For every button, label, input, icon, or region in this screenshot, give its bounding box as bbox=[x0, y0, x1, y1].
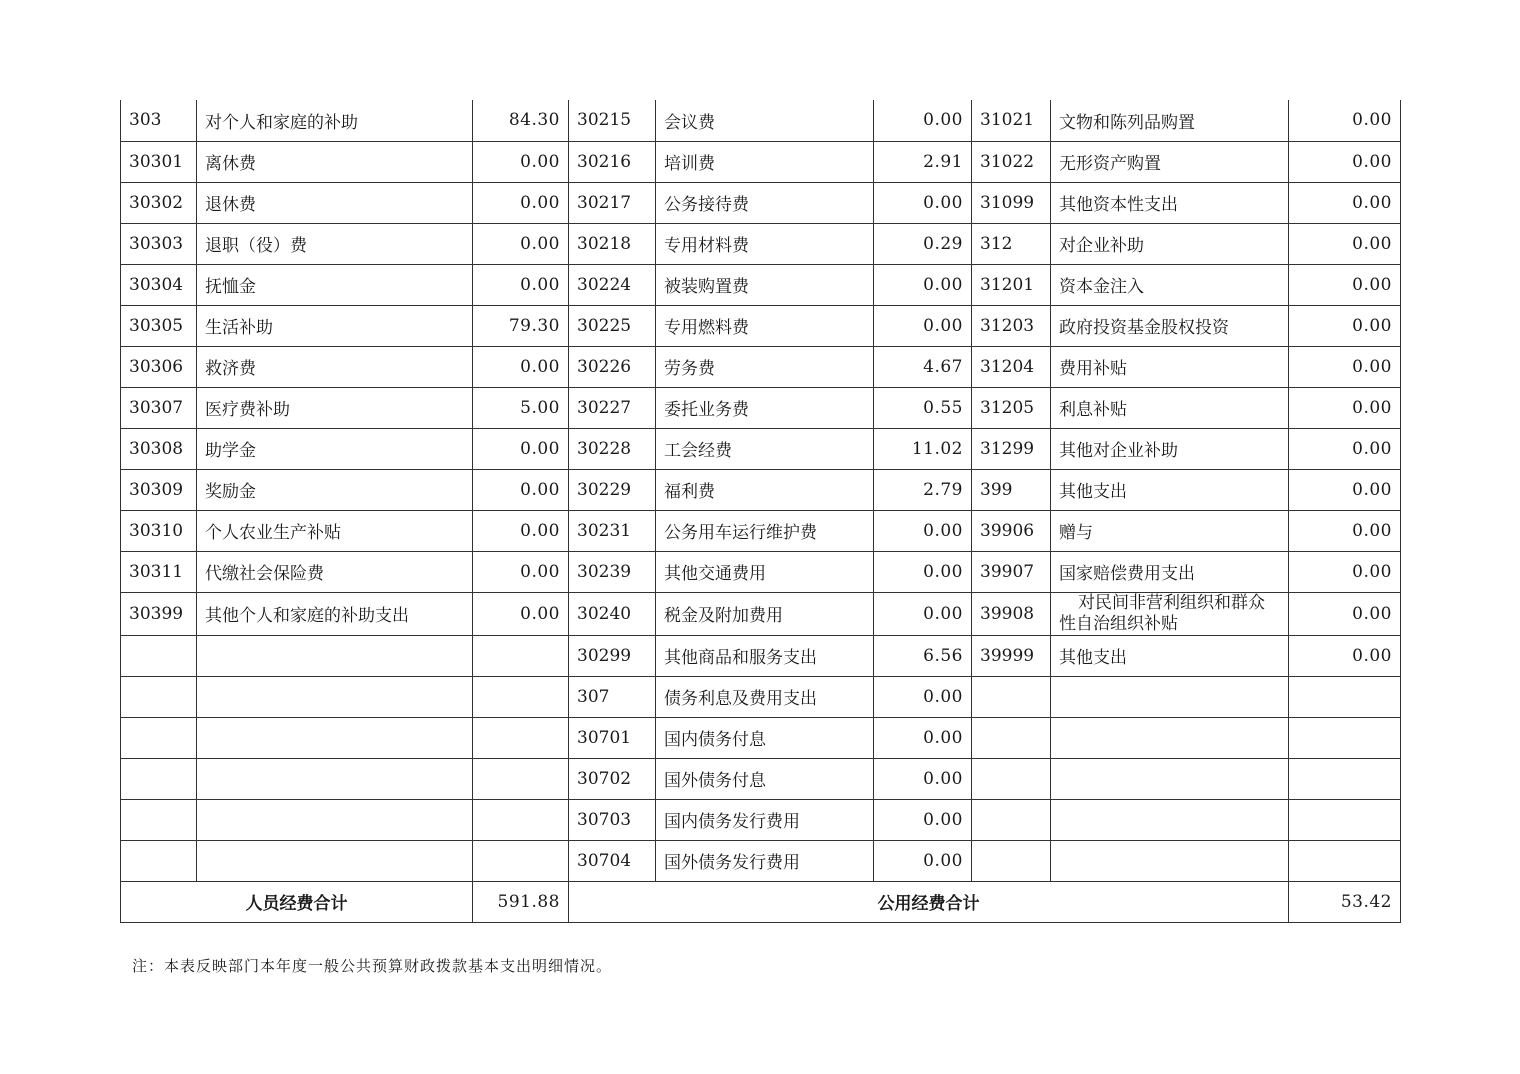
item-name-cell bbox=[197, 676, 473, 717]
code-cell: 39908 bbox=[972, 592, 1051, 635]
item-name-cell: 救济费 bbox=[197, 346, 473, 387]
item-name-cell: 委托业务费 bbox=[656, 387, 874, 428]
amount-cell: 2.79 bbox=[874, 469, 972, 510]
amount-cell: 0.00 bbox=[874, 182, 972, 223]
code-cell: 312 bbox=[972, 223, 1051, 264]
item-name-cell: 离休费 bbox=[197, 141, 473, 182]
table-row bbox=[121, 264, 1401, 305]
item-name-cell bbox=[1051, 799, 1289, 840]
item-name-cell: 国外债务付息 bbox=[656, 758, 874, 799]
amount-cell bbox=[1289, 758, 1401, 799]
amount-cell: 84.30 bbox=[473, 100, 569, 141]
item-name-cell: 专用燃料费 bbox=[656, 305, 874, 346]
amount-cell: 6.56 bbox=[874, 635, 972, 676]
table-row bbox=[121, 469, 1401, 510]
amount-cell: 0.00 bbox=[1289, 387, 1401, 428]
item-name-cell bbox=[197, 758, 473, 799]
item-name-cell: 赠与 bbox=[1051, 510, 1289, 551]
amount-cell: 0.00 bbox=[874, 592, 972, 635]
code-cell: 31299 bbox=[972, 428, 1051, 469]
amount-cell: 0.00 bbox=[1289, 635, 1401, 676]
code-cell: 30306 bbox=[121, 346, 197, 387]
item-name-cell: 文物和陈列品购置 bbox=[1051, 100, 1289, 141]
amount-cell: 0.00 bbox=[874, 264, 972, 305]
item-name-cell: 代缴社会保险费 bbox=[197, 551, 473, 592]
table-row bbox=[121, 182, 1401, 223]
amount-cell: 0.00 bbox=[473, 510, 569, 551]
code-cell: 30299 bbox=[569, 635, 656, 676]
item-name-cell: 资本金注入 bbox=[1051, 264, 1289, 305]
table-footnote: 注：本表反映部门本年度一般公共预算财政拨款基本支出明细情况。 bbox=[132, 957, 613, 975]
item-name-cell: 培训费 bbox=[656, 141, 874, 182]
item-name-cell: 公务接待费 bbox=[656, 182, 874, 223]
item-name-cell: 退休费 bbox=[197, 182, 473, 223]
amount-cell bbox=[473, 635, 569, 676]
code-cell: 30302 bbox=[121, 182, 197, 223]
code-cell: 30307 bbox=[121, 387, 197, 428]
item-name-cell: 奖励金 bbox=[197, 469, 473, 510]
item-name-cell bbox=[197, 840, 473, 881]
code-cell: 30399 bbox=[121, 592, 197, 635]
item-name-cell bbox=[197, 635, 473, 676]
code-cell: 31205 bbox=[972, 387, 1051, 428]
code-cell bbox=[121, 840, 197, 881]
amount-cell bbox=[1289, 799, 1401, 840]
item-name-cell: 费用补贴 bbox=[1051, 346, 1289, 387]
item-name-cell: 福利费 bbox=[656, 469, 874, 510]
code-cell: 399 bbox=[972, 469, 1051, 510]
code-cell: 30216 bbox=[569, 141, 656, 182]
code-cell: 30305 bbox=[121, 305, 197, 346]
amount-cell: 0.00 bbox=[874, 305, 972, 346]
public-total-value: 53.42 bbox=[1289, 881, 1401, 922]
amount-cell: 0.00 bbox=[473, 428, 569, 469]
item-name-cell: 债务利息及费用支出 bbox=[656, 676, 874, 717]
code-cell: 30229 bbox=[569, 469, 656, 510]
amount-cell: 0.00 bbox=[473, 551, 569, 592]
code-cell: 39999 bbox=[972, 635, 1051, 676]
code-cell: 30225 bbox=[569, 305, 656, 346]
code-cell bbox=[972, 717, 1051, 758]
amount-cell: 2.91 bbox=[874, 141, 972, 182]
code-cell: 31021 bbox=[972, 100, 1051, 141]
item-name-cell: 利息补贴 bbox=[1051, 387, 1289, 428]
code-cell bbox=[121, 717, 197, 758]
public-total-label: 公用经费合计 bbox=[569, 881, 1289, 922]
amount-cell bbox=[1289, 840, 1401, 881]
code-cell: 31022 bbox=[972, 141, 1051, 182]
item-name-cell: 劳务费 bbox=[656, 346, 874, 387]
code-cell bbox=[972, 799, 1051, 840]
item-name-cell bbox=[1051, 592, 1289, 635]
code-cell: 30309 bbox=[121, 469, 197, 510]
item-name-cell: 个人农业生产补贴 bbox=[197, 510, 473, 551]
code-cell: 30303 bbox=[121, 223, 197, 264]
item-name-cell: 其他支出 bbox=[1051, 469, 1289, 510]
amount-cell: 0.00 bbox=[1289, 223, 1401, 264]
amount-cell: 5.00 bbox=[473, 387, 569, 428]
item-name-cell: 被装购置费 bbox=[656, 264, 874, 305]
amount-cell bbox=[1289, 676, 1401, 717]
amount-cell bbox=[473, 758, 569, 799]
item-name-cell: 无形资产购置 bbox=[1051, 141, 1289, 182]
amount-cell: 0.00 bbox=[1289, 428, 1401, 469]
amount-cell: 0.00 bbox=[1289, 141, 1401, 182]
amount-cell: 0.00 bbox=[874, 717, 972, 758]
item-name-cell: 国外债务发行费用 bbox=[656, 840, 874, 881]
code-cell bbox=[121, 799, 197, 840]
code-cell: 307 bbox=[569, 676, 656, 717]
amount-cell: 0.00 bbox=[1289, 100, 1401, 141]
item-name-cell bbox=[1051, 840, 1289, 881]
amount-cell: 0.00 bbox=[1289, 510, 1401, 551]
amount-cell: 0.00 bbox=[1289, 469, 1401, 510]
amount-cell bbox=[473, 840, 569, 881]
amount-cell: 4.67 bbox=[874, 346, 972, 387]
amount-cell: 0.29 bbox=[874, 223, 972, 264]
code-cell: 30701 bbox=[569, 717, 656, 758]
table-row bbox=[121, 592, 1401, 635]
item-name-cell: 国内债务付息 bbox=[656, 717, 874, 758]
code-cell bbox=[121, 635, 197, 676]
item-name-cell: 其他商品和服务支出 bbox=[656, 635, 874, 676]
code-cell: 30240 bbox=[569, 592, 656, 635]
code-cell: 31204 bbox=[972, 346, 1051, 387]
code-cell: 30703 bbox=[569, 799, 656, 840]
code-cell: 30218 bbox=[569, 223, 656, 264]
table-row bbox=[121, 799, 1401, 840]
item-name-cell: 其他资本性支出 bbox=[1051, 182, 1289, 223]
code-cell bbox=[972, 840, 1051, 881]
amount-cell: 0.00 bbox=[1289, 264, 1401, 305]
table-row bbox=[121, 840, 1401, 881]
personnel-total-value: 591.88 bbox=[473, 881, 569, 922]
code-cell: 30224 bbox=[569, 264, 656, 305]
table-row bbox=[121, 100, 1401, 141]
code-cell: 30239 bbox=[569, 551, 656, 592]
item-name-cell bbox=[1051, 676, 1289, 717]
code-cell: 30215 bbox=[569, 100, 656, 141]
amount-cell: 0.00 bbox=[473, 346, 569, 387]
item-name-cell: 其他支出 bbox=[1051, 635, 1289, 676]
code-cell: 30311 bbox=[121, 551, 197, 592]
item-name-cell: 工会经费 bbox=[656, 428, 874, 469]
code-cell: 30228 bbox=[569, 428, 656, 469]
amount-cell: 0.00 bbox=[1289, 182, 1401, 223]
item-name-line-1: 对民间非营利组织和群众 bbox=[1078, 592, 1265, 613]
table-row bbox=[121, 551, 1401, 592]
amount-cell bbox=[1289, 717, 1401, 758]
amount-cell: 0.55 bbox=[874, 387, 972, 428]
expenditure-detail-table bbox=[120, 100, 1401, 923]
code-cell: 30308 bbox=[121, 428, 197, 469]
item-name-cell: 其他对企业补助 bbox=[1051, 428, 1289, 469]
amount-cell: 0.00 bbox=[874, 758, 972, 799]
amount-cell: 0.00 bbox=[874, 100, 972, 141]
amount-cell: 0.00 bbox=[473, 469, 569, 510]
table-row bbox=[121, 305, 1401, 346]
item-name-cell: 退职（役）费 bbox=[197, 223, 473, 264]
amount-cell: 0.00 bbox=[473, 264, 569, 305]
code-cell: 30227 bbox=[569, 387, 656, 428]
amount-cell bbox=[473, 717, 569, 758]
table-row bbox=[121, 223, 1401, 264]
item-name-cell: 专用材料费 bbox=[656, 223, 874, 264]
code-cell: 30704 bbox=[569, 840, 656, 881]
code-cell: 30702 bbox=[569, 758, 656, 799]
code-cell: 30304 bbox=[121, 264, 197, 305]
amount-cell: 0.00 bbox=[1289, 346, 1401, 387]
code-cell: 30226 bbox=[569, 346, 656, 387]
amount-cell: 0.00 bbox=[473, 141, 569, 182]
amount-cell: 0.00 bbox=[874, 510, 972, 551]
item-name-cell: 对企业补助 bbox=[1051, 223, 1289, 264]
amount-cell: 0.00 bbox=[874, 551, 972, 592]
code-cell: 31203 bbox=[972, 305, 1051, 346]
item-name-cell bbox=[1051, 717, 1289, 758]
table-row bbox=[121, 758, 1401, 799]
code-cell: 303 bbox=[121, 100, 197, 141]
item-name-cell: 国家赔偿费用支出 bbox=[1051, 551, 1289, 592]
table-row bbox=[121, 676, 1401, 717]
item-name-cell: 抚恤金 bbox=[197, 264, 473, 305]
table-row bbox=[121, 387, 1401, 428]
amount-cell: 0.00 bbox=[473, 223, 569, 264]
item-name-cell: 税金及附加费用 bbox=[656, 592, 874, 635]
amount-cell: 11.02 bbox=[874, 428, 972, 469]
item-name-cell: 其他个人和家庭的补助支出 bbox=[197, 592, 473, 635]
amount-cell bbox=[473, 676, 569, 717]
code-cell: 30217 bbox=[569, 182, 656, 223]
table-row bbox=[121, 717, 1401, 758]
code-cell bbox=[972, 676, 1051, 717]
item-name-cell: 医疗费补助 bbox=[197, 387, 473, 428]
amount-cell: 0.00 bbox=[1289, 592, 1401, 635]
code-cell: 30301 bbox=[121, 141, 197, 182]
item-name-cell: 政府投资基金股权投资 bbox=[1051, 305, 1289, 346]
table-row bbox=[121, 428, 1401, 469]
table-row bbox=[121, 635, 1401, 676]
item-name-cell bbox=[197, 717, 473, 758]
table-row bbox=[121, 141, 1401, 182]
item-name-cell: 其他交通费用 bbox=[656, 551, 874, 592]
code-cell bbox=[972, 758, 1051, 799]
code-cell: 31201 bbox=[972, 264, 1051, 305]
code-cell bbox=[121, 758, 197, 799]
code-cell: 39907 bbox=[972, 551, 1051, 592]
item-name-cell: 公务用车运行维护费 bbox=[656, 510, 874, 551]
amount-cell: 0.00 bbox=[473, 592, 569, 635]
amount-cell: 0.00 bbox=[874, 840, 972, 881]
item-name-cell bbox=[1051, 758, 1289, 799]
amount-cell: 0.00 bbox=[874, 676, 972, 717]
item-name-cell: 会议费 bbox=[656, 100, 874, 141]
code-cell: 39906 bbox=[972, 510, 1051, 551]
code-cell: 30310 bbox=[121, 510, 197, 551]
personnel-total-label: 人员经费合计 bbox=[121, 881, 473, 922]
item-name-cell: 生活补助 bbox=[197, 305, 473, 346]
amount-cell: 0.00 bbox=[473, 182, 569, 223]
code-cell: 30231 bbox=[569, 510, 656, 551]
amount-cell: 79.30 bbox=[473, 305, 569, 346]
item-name-cell: 国内债务发行费用 bbox=[656, 799, 874, 840]
item-name-cell bbox=[197, 799, 473, 840]
table-row bbox=[121, 346, 1401, 387]
amount-cell: 0.00 bbox=[1289, 551, 1401, 592]
item-name-cell: 助学金 bbox=[197, 428, 473, 469]
item-name-line-2: 性自治组织补贴 bbox=[1059, 613, 1178, 634]
amount-cell: 0.00 bbox=[874, 799, 972, 840]
amount-cell: 0.00 bbox=[1289, 305, 1401, 346]
totals-row bbox=[121, 881, 1401, 922]
table-row bbox=[121, 510, 1401, 551]
amount-cell bbox=[473, 799, 569, 840]
item-name-cell: 对个人和家庭的补助 bbox=[197, 100, 473, 141]
code-cell: 31099 bbox=[972, 182, 1051, 223]
code-cell bbox=[121, 676, 197, 717]
